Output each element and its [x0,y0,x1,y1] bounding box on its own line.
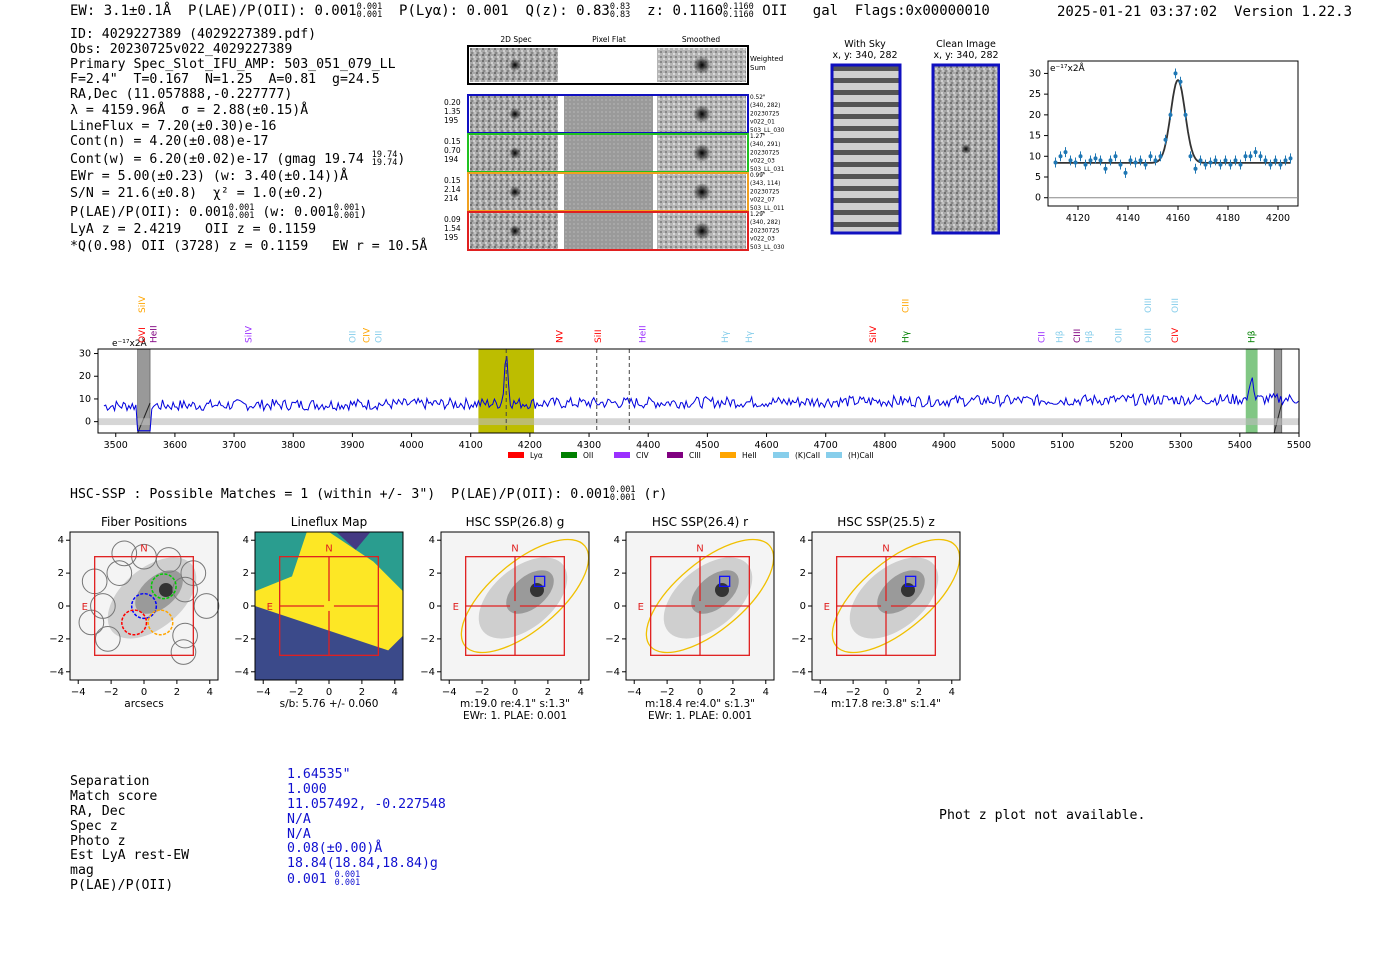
east-label: E [823,602,830,613]
cutout-right-value: 1.27" [750,134,766,140]
match-label: Photo z [70,834,126,849]
hsc-panel [420,515,606,722]
match-label: Spec z [70,819,118,834]
hsc-panel-title: HSC SSP(26.8) g [465,515,565,529]
hsc-panel-caption: m:19.0 re:4.1" s:1.3" [460,698,570,710]
zoom-data-point [1139,158,1143,162]
svg-text:CIII: CIII [689,451,701,460]
zoom-data-point [1129,158,1133,162]
hsc-ytick: 0 [613,601,620,612]
cutout-right-value: v022_03 [750,236,775,243]
east-label: E [266,602,273,613]
svg-text:HeII: HeII [742,451,757,460]
zoom-data-point [1289,156,1293,160]
hsc-xtick: 0 [882,687,890,698]
zoom-data-point [1284,158,1288,162]
east-label: E [637,602,644,613]
hsc-panel-caption: m:18.4 re:4.0" s:1.3" [645,698,755,710]
hsc-xtick: −2 [103,687,119,698]
zoom-data-point [1234,158,1238,162]
zoom-data-point [1144,163,1148,167]
zoom-data-point [1089,158,1093,162]
header-plya: 0.001 [466,3,509,19]
hsc-ytick: −2 [49,633,64,645]
hsc-panel-caption2: EWr: 1. PLAE: 0.001 [462,710,568,722]
zoom-ytick: 25 [1028,89,1041,101]
zoom-xtick: 4160 [1165,213,1191,224]
hsc-ytick: −2 [791,633,806,645]
zoom-axes [1048,61,1298,206]
zoom-data-point [1069,158,1073,162]
info-ewr: EWr = 5.00(±0.23) (w: 3.40(±0.14))Å [70,169,348,184]
zoom-line-fit-chart [1010,55,1310,235]
north-label: N [696,543,704,555]
cutout-row [444,134,785,173]
spectral-line-label: SiIV [869,325,880,343]
cutout-row [444,173,785,212]
zoom-data-point [1209,161,1213,165]
hsc-xtick: 4 [577,687,584,698]
hsc-panel-caption: arcsecs [124,698,164,710]
header-version: Version 1.22.3 [1234,4,1353,20]
info-obs: Obs: 20230725v022_4029227389 [70,42,293,57]
spectrum-ytick: 0 [84,416,91,428]
svg-text:(K)CaII: (K)CaII [795,451,821,460]
spectrum-xtick: 3500 [103,440,128,451]
with-sky-title: With Sky [844,39,886,50]
hsc-panel [234,515,403,710]
spectrum-ytick: 10 [78,393,91,405]
spectral-line-label: CIV [362,327,373,343]
zoom-data-point [1194,167,1198,171]
cutout-right-value: 0.99" [750,173,766,179]
clean-image-xy: x, y: 340, 282 [933,50,999,61]
hsc-panel [49,515,219,710]
hsc-panel [605,515,791,722]
zoom-data-point [1099,158,1103,162]
header-timestamp: 2025-01-21 03:37:02 Version 1.22.3 [1057,4,1353,20]
hsc-title: HSC-SSP : Possible Matches = 1 (within +/- 3") P(LAE)/P(OII): 0.001 0.001 0.001 (r) [70,485,668,503]
match-label: mag [70,863,94,878]
hsc-ytick: 4 [242,535,249,547]
hsc-ytick: 0 [799,601,806,612]
phot-z-note: Phot z plot not available. [939,808,1146,823]
spectrum-ytick: 30 [78,348,91,360]
spectrum-xtick: 4100 [458,440,483,451]
hsc-xtick: −4 [70,687,86,698]
hsc-ytick: 0 [57,601,64,612]
spectrum-xtick: 4200 [517,440,542,451]
cutout-row [444,212,785,251]
zoom-data-point [1169,113,1173,117]
zoom-data-point [1164,138,1168,142]
cutout-right-value: 20230725 [750,228,780,235]
cutout-right-value: 503_LL_011 [750,205,785,212]
cutout-left-value: 214 [444,194,459,203]
hsc-xtick: −4 [441,687,457,698]
cutout-right-value: (340, 282) [750,103,781,110]
zoom-data-point [1214,158,1218,162]
hsc-xtick: −4 [626,687,642,698]
spectrum-xtick: 4700 [813,440,838,451]
zoom-data-point [1094,156,1098,160]
zoom-data-point [1134,161,1138,165]
cutout-right-value: v022_03 [750,158,775,165]
east-label: E [452,602,459,613]
spectral-line-label: OII [374,330,385,343]
info-lineflux: LineFlux = 7.20(±0.30)e-16 [70,119,277,134]
hsc-panel-caption2: EWr: 1. PLAE: 0.001 [647,710,753,722]
hsc-ytick: −2 [234,633,249,645]
info-plae: P(LAE)/P(OII): 0.001 0.001 0.001 (w: 0.001 0.001 0.001 ) [70,203,368,221]
hsc-xtick: −4 [255,687,271,698]
east-label: E [81,602,88,613]
spectrum-xtick: 5100 [1050,440,1075,451]
match-value: 0.08(±0.00)Å [287,841,383,856]
zoom-data-point [1239,163,1243,167]
zoom-data-point [1119,163,1123,167]
north-label: N [511,543,519,555]
svg-text:OII: OII [583,451,594,460]
spectrum-xtick: 5300 [1168,440,1193,451]
legend-entry [561,451,593,460]
spectrum-xtick: 5500 [1286,440,1312,451]
hsc-ytick: 2 [242,568,249,580]
spectrum-xtick: 4800 [872,440,897,451]
zoom-data-point [1269,163,1273,167]
hsc-ytick: −4 [234,666,249,678]
cutout-row [444,95,785,134]
spectrum-xtick: 4400 [636,440,661,451]
spectral-line-label: SiII [593,329,604,343]
zoom-unit-label: e⁻¹⁷x2Å [1050,64,1085,74]
hsc-ytick: 2 [799,568,806,580]
zoom-data-point [1074,161,1078,165]
zoom-data-point [1174,71,1178,75]
hsc-ytick: 2 [57,568,64,580]
spectral-line-label: CIII [901,298,912,313]
hsc-ytick: −2 [605,633,620,645]
hsc-xtick: 4 [948,687,955,698]
info-id: ID: 4029227389 (4029227389.pdf) [70,27,317,42]
info-q: *Q(0.98) OII (3728) z = 0.1159 EW r = 10.5Å [70,239,428,254]
cutout-right-value: 0.52" [750,95,766,101]
spectral-line-label: HeII [638,325,649,343]
zoom-xtick: 4200 [1265,213,1291,224]
spectral-line-label: HeII [149,325,160,343]
full-spectrum-chart [60,275,1320,465]
match-value: 0.001 0.001 0.001 [287,870,361,888]
spectral-line-label: OII [348,330,359,343]
hsc-panel-title: Lineflux Map [290,515,368,529]
zoom-data-point [1199,158,1203,162]
zoom-data-point [1249,154,1253,158]
spectral-line-label: CII [1037,331,1048,343]
hsc-xtick: −2 [474,687,490,698]
zoom-data-point [1079,154,1083,158]
zoom-ytick: 15 [1028,130,1041,142]
spectrum-unit-label: e⁻¹⁷x2Å [112,339,147,349]
cutout-right-value: 503_LL_030 [750,127,785,134]
hsc-ytick: 4 [799,535,806,547]
cutout-left-value: 0.15 [444,137,461,146]
legend-entry [826,451,874,460]
hsc-xtick: −2 [845,687,861,698]
match-label: Match score [70,789,158,804]
spectrum-xtick: 3700 [221,440,247,451]
zoom-ytick: 30 [1028,68,1041,80]
cutout-right-value: 503_LL_031 [750,166,785,173]
zoom-data-point [1179,80,1183,84]
spectrum-xtick: 4600 [754,440,779,451]
cutout-right-value: 503_LL_030 [750,244,785,251]
hsc-panel [791,515,977,710]
zoom-data-point [1084,163,1088,167]
info-contn: Cont(n) = 4.20(±0.08)e-17 [70,134,269,149]
cutout-left-value: 195 [444,233,459,242]
zoom-ytick: 20 [1028,109,1041,121]
spectral-line-label: OVI [137,327,148,343]
zoom-data-point [1204,163,1208,167]
zoom-data-point [1244,154,1248,158]
match-value: 11.057492, -0.227548 [287,797,446,812]
hsc-ytick: 4 [613,535,620,547]
hsc-xtick: 2 [915,687,923,698]
zoom-data-point [1159,154,1163,158]
cutout-right-value: 20230725 [750,150,780,157]
north-label: N [325,543,333,555]
hsc-xtick: 0 [140,687,148,698]
cutout-right-value: (343, 114) [750,181,781,188]
hsc-panel-title: HSC SSP(25.5) z [837,515,935,529]
spectrum-xtick: 5400 [1227,440,1252,451]
match-label: P(LAE)/P(OII) [70,878,174,893]
spectral-line-label: Hγ [901,330,912,343]
hsc-ytick: −4 [49,666,64,678]
zoom-data-point [1219,163,1223,167]
zoom-data-point [1229,163,1233,167]
zoom-ytick: 0 [1034,192,1041,204]
spectrum-xtick: 3800 [281,440,306,451]
zoom-data-point [1149,154,1153,158]
weighted-sum-label: Weighted [750,55,784,63]
col-title-2dspec: 2D Spec [500,35,532,44]
spectrum-xtick: 4500 [695,440,720,451]
hsc-ytick: 4 [57,535,64,547]
cutout-panel [440,30,1000,260]
spectrum-xtick: 4300 [576,440,602,451]
spectral-line-label: NV [555,330,566,343]
header-z: 0.1160 [672,3,724,19]
info-primary: Primary Spec_Slot_IFU_AMP: 503_051_079_LL [70,57,396,72]
hsc-ytick: 2 [613,568,620,580]
cutout-right-value: (340, 291) [750,142,781,149]
zoom-data-point [1059,154,1063,158]
cutout-right-value: 20230725 [750,111,780,118]
col-title-pixelflat: Pixel Flat [592,35,626,44]
hsc-xtick: 2 [544,687,552,698]
cutout-right-value: 1.29" [750,212,766,218]
zoom-data-point [1259,154,1263,158]
zoom-ytick: 5 [1034,172,1041,183]
spectral-line-label: SiIV [137,295,148,313]
header-line-id: OII [762,3,788,19]
spectral-line-label: OIII [1144,327,1155,343]
cutout-left-value: 0.70 [444,146,461,155]
cutout-left-value: 1.54 [444,224,461,233]
hsc-panels [40,508,980,723]
zoom-data-point [1189,154,1193,158]
legend-entry [508,451,543,460]
header-qz: 0.83 [576,3,610,19]
cutout-left-value: 0.15 [444,176,461,185]
hsc-xtick: −2 [288,687,304,698]
info-lambda: λ = 4159.96Å σ = 2.88(±0.15)Å [70,103,309,118]
zoom-data-point [1254,150,1258,154]
hsc-xtick: −2 [659,687,675,698]
svg-text:CIV: CIV [636,451,649,460]
spectral-line-label: CIII [1073,328,1084,343]
with-sky-xy: x, y: 340, 282 [832,50,898,61]
header-summary: EW: 3.1±0.1Å P(LAE)/P(OII): 0.001 0.001 0.001 P(Lyα): 0.001 Q(z): 0.83 0.83 0.83 z: 0.1160 0.1160 0.1160 OII gal Flags:0x00000010 [70,2,990,20]
spectral-line-label: Hβ [1247,330,1258,343]
spectrum-ytick: 20 [78,371,91,383]
spectral-line-label: OIII [1144,297,1155,313]
header-flags: 0x00000010 [905,3,990,19]
hsc-xtick: 0 [325,687,333,698]
header-plae: 0.001 [314,3,357,19]
hsc-xtick: 0 [696,687,704,698]
hsc-xtick: 4 [391,687,398,698]
spectrum-xtick: 5200 [1109,440,1134,451]
with-sky-image [832,65,900,233]
svg-text:Lyα: Lyα [530,451,543,460]
match-value: 1.64535" [287,767,351,782]
spectrum-xtick: 4000 [399,440,424,451]
zoom-data-point [1054,161,1058,165]
hsc-xtick: 4 [206,687,213,698]
spectrum-xtick: 4900 [931,440,957,451]
header-ew: 3.1±0.1Å [103,3,172,19]
col-title-smoothed: Smoothed [681,35,721,44]
spectral-line-label: OIII [1170,297,1181,313]
spectral-line-label: SiIV [244,325,255,343]
match-label: RA, Dec [70,804,126,819]
spectral-line-label: Hγ [744,330,755,343]
hsc-ytick: 4 [428,535,435,547]
spectral-line-label: Hβ [1055,330,1066,343]
hsc-xtick: 0 [511,687,519,698]
legend-entry [773,451,820,460]
zoom-xtick: 4140 [1115,213,1141,224]
hsc-ytick: −4 [791,666,806,678]
zoom-data-point [1279,163,1283,167]
north-label: N [882,543,890,555]
zoom-data-point [1224,158,1228,162]
hsc-ytick: 0 [242,601,249,612]
cutout-left-value: 1.35 [444,107,461,116]
match-label: Separation [70,774,150,789]
info-lya: LyA z = 2.4219 OII z = 0.1159 [70,222,317,237]
spectrum-xtick: 3900 [340,440,365,451]
info-contw: Cont(w) = 6.20(±0.02)e-17 (gmag 19.74 19.74 19.74 ) [70,150,406,168]
spectral-line-label: Hγ [721,330,732,343]
match-label: Est LyA rest-EW [70,848,190,863]
cutout-left-value: 194 [444,155,459,164]
clean-image-title: Clean Image [936,39,996,50]
zoom-data-point [1109,158,1113,162]
cutout-left-value: 195 [444,116,459,125]
zoom-xtick: 4180 [1215,213,1241,224]
hsc-xtick: 2 [729,687,737,698]
spectral-line-label: CIV [1170,327,1181,343]
hsc-xtick: 4 [762,687,769,698]
hsc-panel-caption: s/b: 5.76 +/- 0.060 [279,698,379,710]
hsc-ytick: −2 [420,633,435,645]
hsc-ytick: −4 [605,666,620,678]
cutout-right-value: (340, 282) [750,220,781,227]
spectral-line-label: Hβ [1084,330,1095,343]
zoom-data-point [1154,158,1158,162]
spectrum-xtick: 5000 [991,440,1016,451]
cutout-right-value: v022_01 [750,119,775,126]
info-fit: F=2.4" T=0.167 N=1.25 A=0.81 g=24.5 [70,72,380,87]
zoom-data-point [1184,113,1188,117]
match-value: N/A [287,812,311,827]
zoom-data-point [1114,154,1118,158]
match-value: 18.84(18.84,18.84)g [287,856,438,871]
hsc-xtick: 2 [358,687,366,698]
svg-text:Sum: Sum [750,64,766,72]
legend-entry [667,451,701,460]
zoom-data-point [1124,171,1128,175]
cutout-right-value: 20230725 [750,189,780,196]
hsc-ytick: −4 [420,666,435,678]
cutout-right-value: v022_07 [750,197,775,204]
zoom-data-point [1264,158,1268,162]
zoom-ytick: 10 [1028,151,1041,163]
zoom-data-point [1274,158,1278,162]
spectrum-xtick: 3600 [162,440,188,451]
hsc-xtick: 2 [173,687,181,698]
hsc-panel-caption: m:17.8 re:3.8" s:1.4" [831,698,941,710]
cutout-left-value: 2.14 [444,185,461,194]
match-value: N/A [287,827,311,842]
header-type: gal [812,3,839,19]
zoom-data-point [1064,150,1068,154]
legend-entry [614,451,649,460]
zoom-xtick: 4120 [1065,213,1091,224]
spectral-line-label: OIII [1114,327,1125,343]
cutout-left-value: 0.20 [444,98,461,107]
hsc-ytick: 0 [428,601,435,612]
info-radec: RA,Dec (11.057888,-0.227777) [70,87,293,102]
svg-text:(H)CaII: (H)CaII [848,451,874,460]
hsc-xtick: −4 [812,687,828,698]
hsc-panel-title: HSC SSP(26.4) r [651,515,749,529]
hsc-ytick: 2 [428,568,435,580]
match-value: 1.000 [287,782,327,797]
hsc-panel-title: Fiber Positions [100,515,188,529]
cutout-left-value: 0.09 [444,215,461,224]
legend-entry [720,451,757,460]
north-label: N [140,543,148,555]
zoom-data-point [1104,167,1108,171]
info-sn: S/N = 21.6(±0.8) χ² = 1.0(±0.2) [70,186,325,201]
